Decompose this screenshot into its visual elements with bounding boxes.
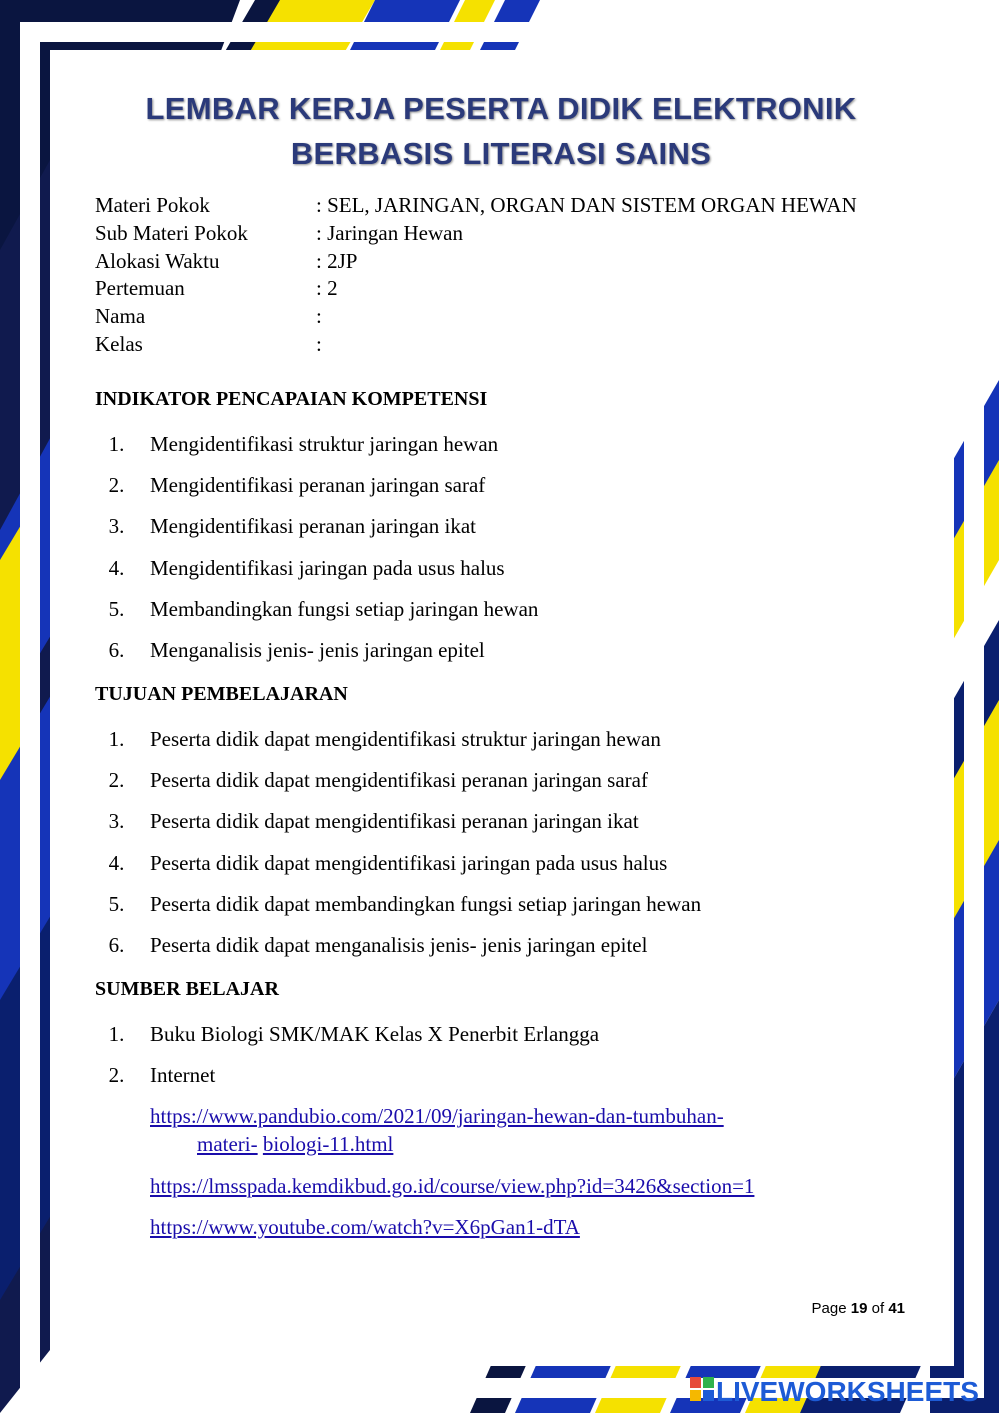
list-item: 6. Menganalisis jenis- jenis jaringan epitel xyxy=(108,637,485,662)
list-item: 1. Peserta didik dapat mengidentifikasi struktur jaringan hewan xyxy=(108,727,661,751)
link-lmsspada-row xyxy=(150,1172,754,1200)
liveworksheets-logo-icon xyxy=(690,1377,714,1401)
liveworksheets-logo-text: LIVEWORKSHEETS xyxy=(716,1376,979,1407)
meta-info xyxy=(95,192,857,359)
list-item: 4. Peserta didik dapat mengidentifikasi jaringan pada usus halus xyxy=(108,850,668,875)
link-pandubio xyxy=(150,1102,724,1158)
meta-row-materi: Materi Pokok : SEL, JARINGAN, ORGAN DAN SISTEM ORGAN HEWAN xyxy=(95,193,857,217)
link-pandubio-part3[interactable]: biologi-11.html xyxy=(262,1132,394,1156)
link-pandubio-part1[interactable]: https://www.pandubio.com/2021/09/jaringan-hewan-dan-tumbuhan- xyxy=(150,1104,724,1128)
meta-row-nama: Nama : xyxy=(95,304,322,329)
list-item: 4. Mengidentifikasi jaringan pada usus halus xyxy=(108,555,505,580)
list-item: 5. Peserta didik dapat membandingkan fungsi setiap jaringan hewan xyxy=(108,891,702,916)
link-youtube-row xyxy=(150,1213,580,1241)
list-item: 3. Peserta didik dapat mengidentifikasi peranan jaringan ikat xyxy=(108,809,639,834)
page-title-line1: LEMBAR KERJA PESERTA DIDIK ELEKTRONIK xyxy=(145,91,857,126)
meta-row-kelas: Kelas : xyxy=(95,331,322,356)
link-youtube[interactable]: https://www.youtube.com/watch?v=X6pGan1-dTA xyxy=(150,1215,580,1239)
meta-row-alokasi: Alokasi Waktu : 2JP xyxy=(95,248,358,273)
link-lmsspada[interactable]: https://lmsspada.kemdikbud.go.id/course/view.php?id=3426&section=1 xyxy=(150,1174,755,1198)
list-item: 2. Mengidentifikasi peranan jaringan saraf xyxy=(108,473,486,498)
page-number: Page 19 of 41 xyxy=(811,1300,905,1317)
list-item: 1. Buku Biologi SMK/MAK Kelas X Penerbit Erlangga xyxy=(108,1022,600,1046)
meta-row-sub-materi: Sub Materi Pokok : Jaringan Hewan xyxy=(95,220,463,245)
list-item: 2. Internet xyxy=(108,1063,216,1088)
tujuan-heading: TUJUAN PEMBELAJARAN xyxy=(95,683,348,705)
indikator-heading: INDIKATOR PENCAPAIAN KOMPETENSI xyxy=(95,388,488,410)
link-pandubio-part2[interactable]: materi- xyxy=(197,1132,258,1156)
list-item: 2. Peserta didik dapat mengidentifikasi peranan jaringan saraf xyxy=(108,768,648,793)
list-item: 3. Mengidentifikasi peranan jaringan ikat xyxy=(108,514,476,539)
list-item: 5. Membandingkan fungsi setiap jaringan hewan xyxy=(108,596,539,621)
sumber-heading: SUMBER BELAJAR xyxy=(95,978,279,1000)
meta-row-pertemuan: Pertemuan : 2 xyxy=(95,276,338,301)
worksheet-page xyxy=(72,72,930,1344)
indikator-list xyxy=(95,430,538,677)
sumber-list xyxy=(95,1020,599,1102)
list-item: 1. Mengidentifikasi struktur jaringan hewan xyxy=(108,432,499,456)
list-item: 6. Peserta didik dapat menganalisis jenis- jenis jaringan epitel xyxy=(108,932,648,957)
tujuan-list xyxy=(95,725,701,972)
page-title-line2: BERBASIS LITERASI SAINS xyxy=(290,136,712,171)
